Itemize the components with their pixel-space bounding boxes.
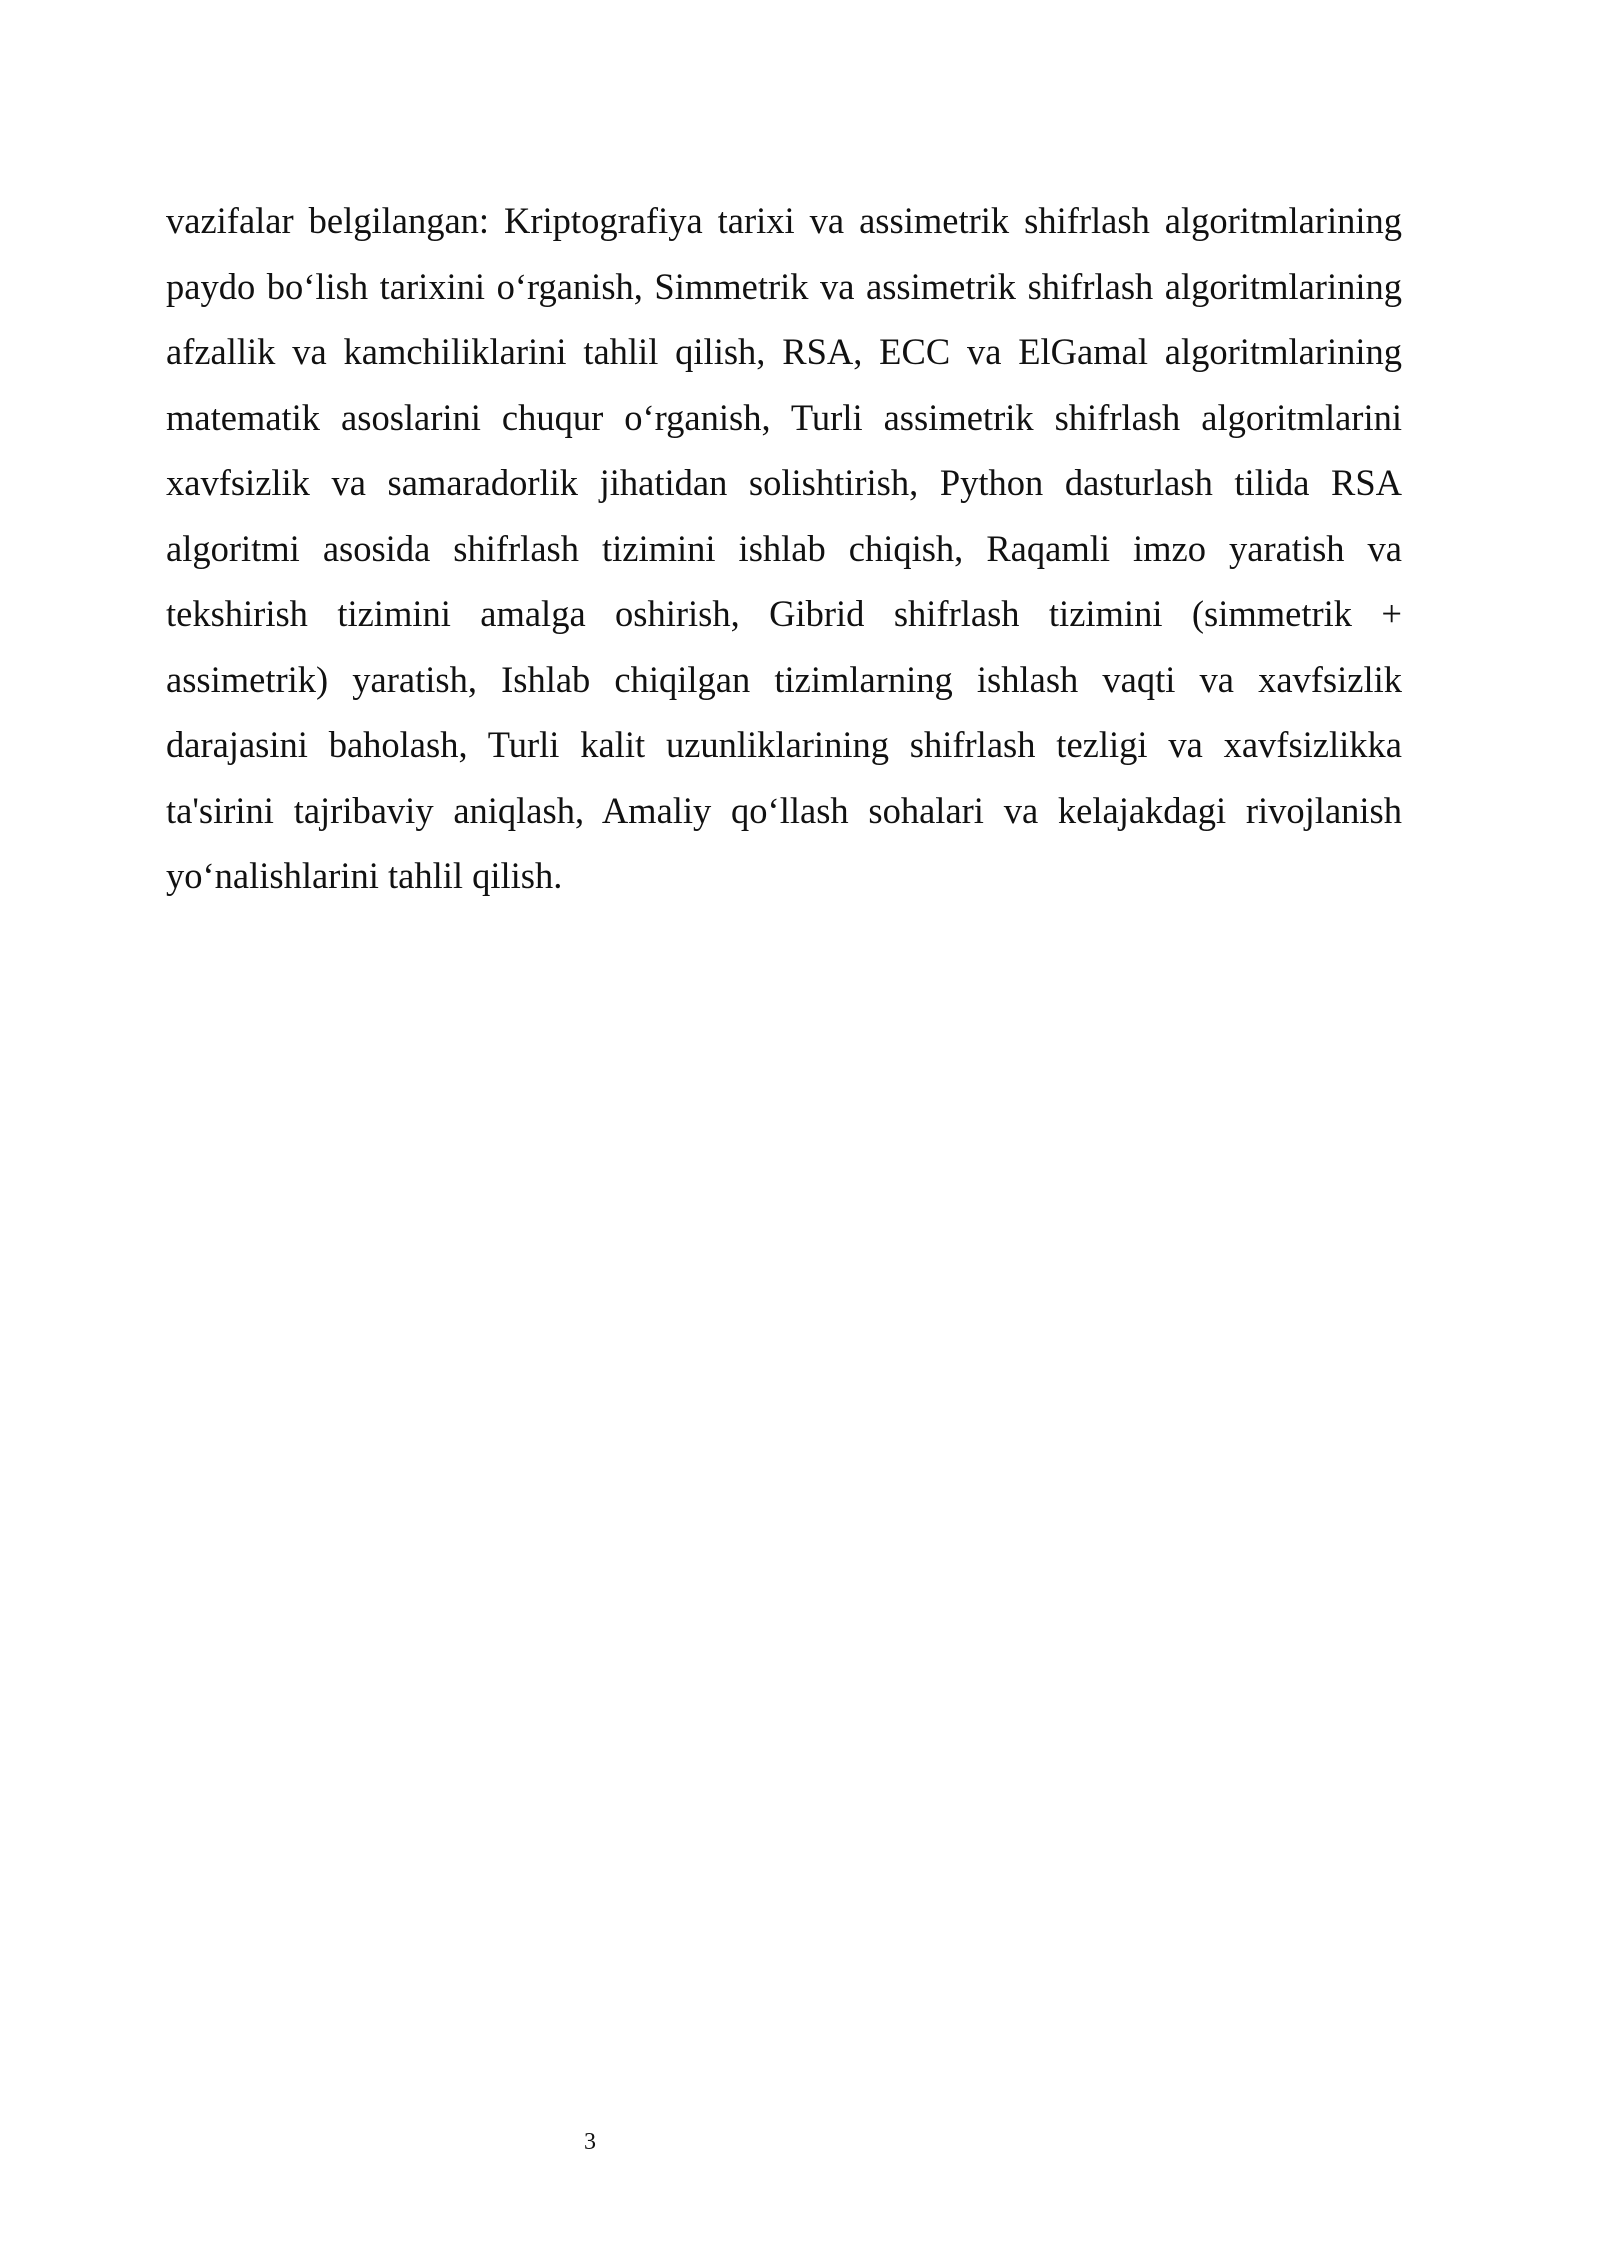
page-number: 3 <box>584 2129 596 2155</box>
body-paragraph: vazifalar belgilangan: Kriptografiya tarixi va assimetrik shifrlash algoritmlarining paydo bo‘lish tarixini o‘rganish, Simmetrik va assimetrik shifrlash algoritmlarining afzallik va kamchiliklarini tahlil qilish, RSA, ECC va ElGamal algoritmlarining matematik asoslarini chuqur o‘rganish, Turli assimetrik shifrlash algoritmlarini xavfsizlik va samaradorlik jihatidan solishtirish, Python dasturlash tilida RSA algoritmi asosida shifrlash tizimini ishlab chiqish, Raqamli imzo yaratish va tekshirish tizimini amalga oshirish, Gibrid shifrlash tizimini (simmetrik + assimetrik) yaratish, Ishlab chiqilgan tizimlarning ishlash vaqti va xavfsizlik darajasini baholash, Turli kalit uzunliklarining shifrlash tezligi va xavfsizlikka ta'sirini tajribaviy aniqlash, Amaliy qo‘llash sohalari va kelajakdagi rivojlanish yo‘nalishlarini tahlil qilish. <box>166 200 1402 896</box>
